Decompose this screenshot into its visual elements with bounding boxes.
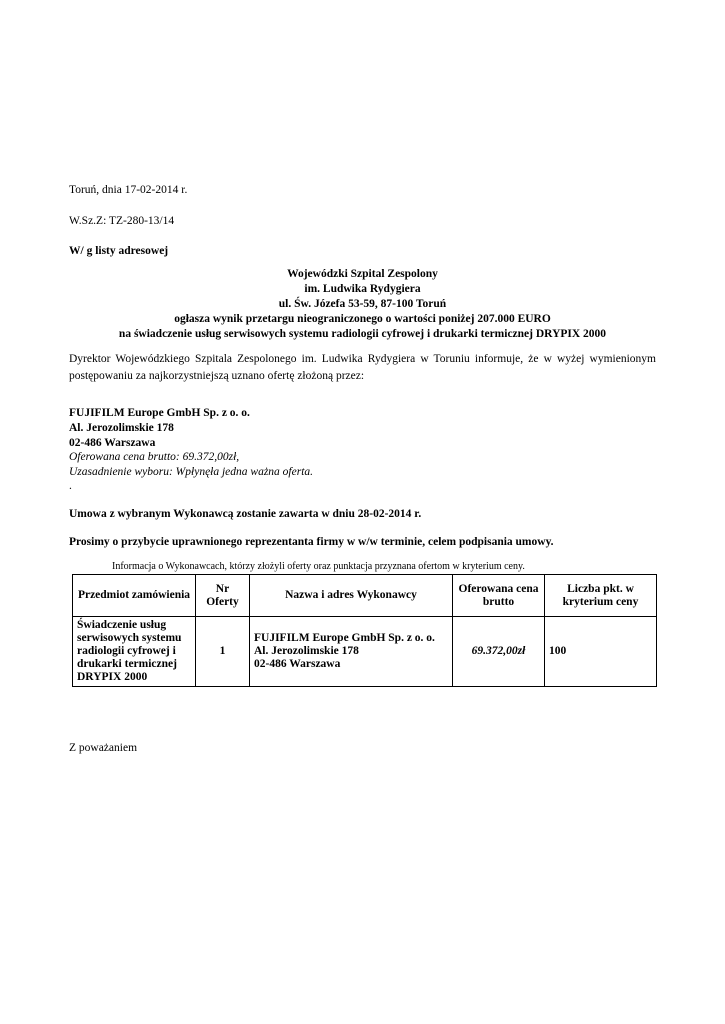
reference-number: W.Sz.Z: TZ-280-13/14	[69, 215, 175, 227]
winner-justification: Uzasadnienie wyboru: Wpłynęła jedna ważna oferta.	[69, 466, 314, 478]
cell-points: 100	[545, 617, 657, 687]
header-price: Oferowana cena brutto	[453, 575, 545, 617]
table-row	[73, 617, 657, 687]
header-subject: Przedmiot zamówienia	[73, 575, 196, 617]
cell-offer-number: 1	[196, 617, 250, 687]
cell-price: 69.372,00zł	[453, 617, 545, 687]
signing-request: Prosimy o przybycie uprawnionego reprezentanta firmy w w/w terminie, celem podpisania umowy.	[69, 536, 554, 548]
winner-price: Oferowana cena brutto: 69.372,00zł,	[69, 451, 240, 463]
closing-salutation: Z poważaniem	[69, 742, 138, 754]
contractor-street: Al. Jerozolimskie 178	[254, 645, 359, 657]
winner-street: Al. Jerozolimskie 178	[69, 422, 174, 434]
announcement-line: ogłasza wynik przetargu nieograniczonego o wartości poniżej 207.000 EURO	[174, 313, 551, 325]
cell-contractor	[250, 617, 453, 687]
institution-name: Wojewódzki Szpital Zespolony	[287, 268, 438, 280]
institution-patron: im. Ludwika Rydygiera	[304, 283, 421, 295]
date-line: Toruń, dnia 17-02-2014 r.	[69, 184, 188, 196]
winner-city: 02-486 Warszawa	[69, 437, 156, 449]
cell-subject: Świadczenie usług serwisowych systemu radiologii cyfrowej i drukarki termicznej DRYPIX 2000	[73, 617, 196, 687]
header-points: Liczba pkt. w kryterium ceny	[545, 575, 657, 617]
table-caption: Informacja o Wykonawcach, którzy złożyli oferty oraz punktacja przyznana ofertom w kryterium ceny.	[112, 561, 525, 572]
intro-paragraph: Dyrektor Wojewódzkiego Szpitala Zespolonego im. Ludwika Rydygiera w Toruniu informuje, że w wyżej wymienionym postępowaniu za najkorzystniejszą uznano ofertę złożoną przez:	[69, 353, 656, 382]
offers-table	[72, 574, 657, 687]
header-offer-number: Nr Oferty	[196, 575, 250, 617]
winner-company: FUJIFILM Europe GmbH Sp. z o. o.	[69, 407, 250, 419]
stray-dot: .	[69, 480, 72, 492]
header-contractor: Nazwa i adres Wykonawcy	[250, 575, 453, 617]
tender-subject: na świadczenie usług serwisowych systemu radiologii cyfrowej i drukarki termicznej DRYPIX 2000	[118, 328, 607, 340]
contractor-city: 02-486 Warszawa	[254, 658, 341, 670]
institution-address: ul. Św. Józefa 53-59, 87-100 Toruń	[278, 298, 447, 310]
table-header-row	[73, 575, 657, 617]
distribution-note: W/ g listy adresowej	[69, 245, 169, 257]
contractor-name: FUJIFILM Europe GmbH Sp. z o. o.	[254, 632, 435, 644]
contract-date-line: Umowa z wybranym Wykonawcą zostanie zawarta w dniu 28-02-2014 r.	[69, 508, 422, 520]
